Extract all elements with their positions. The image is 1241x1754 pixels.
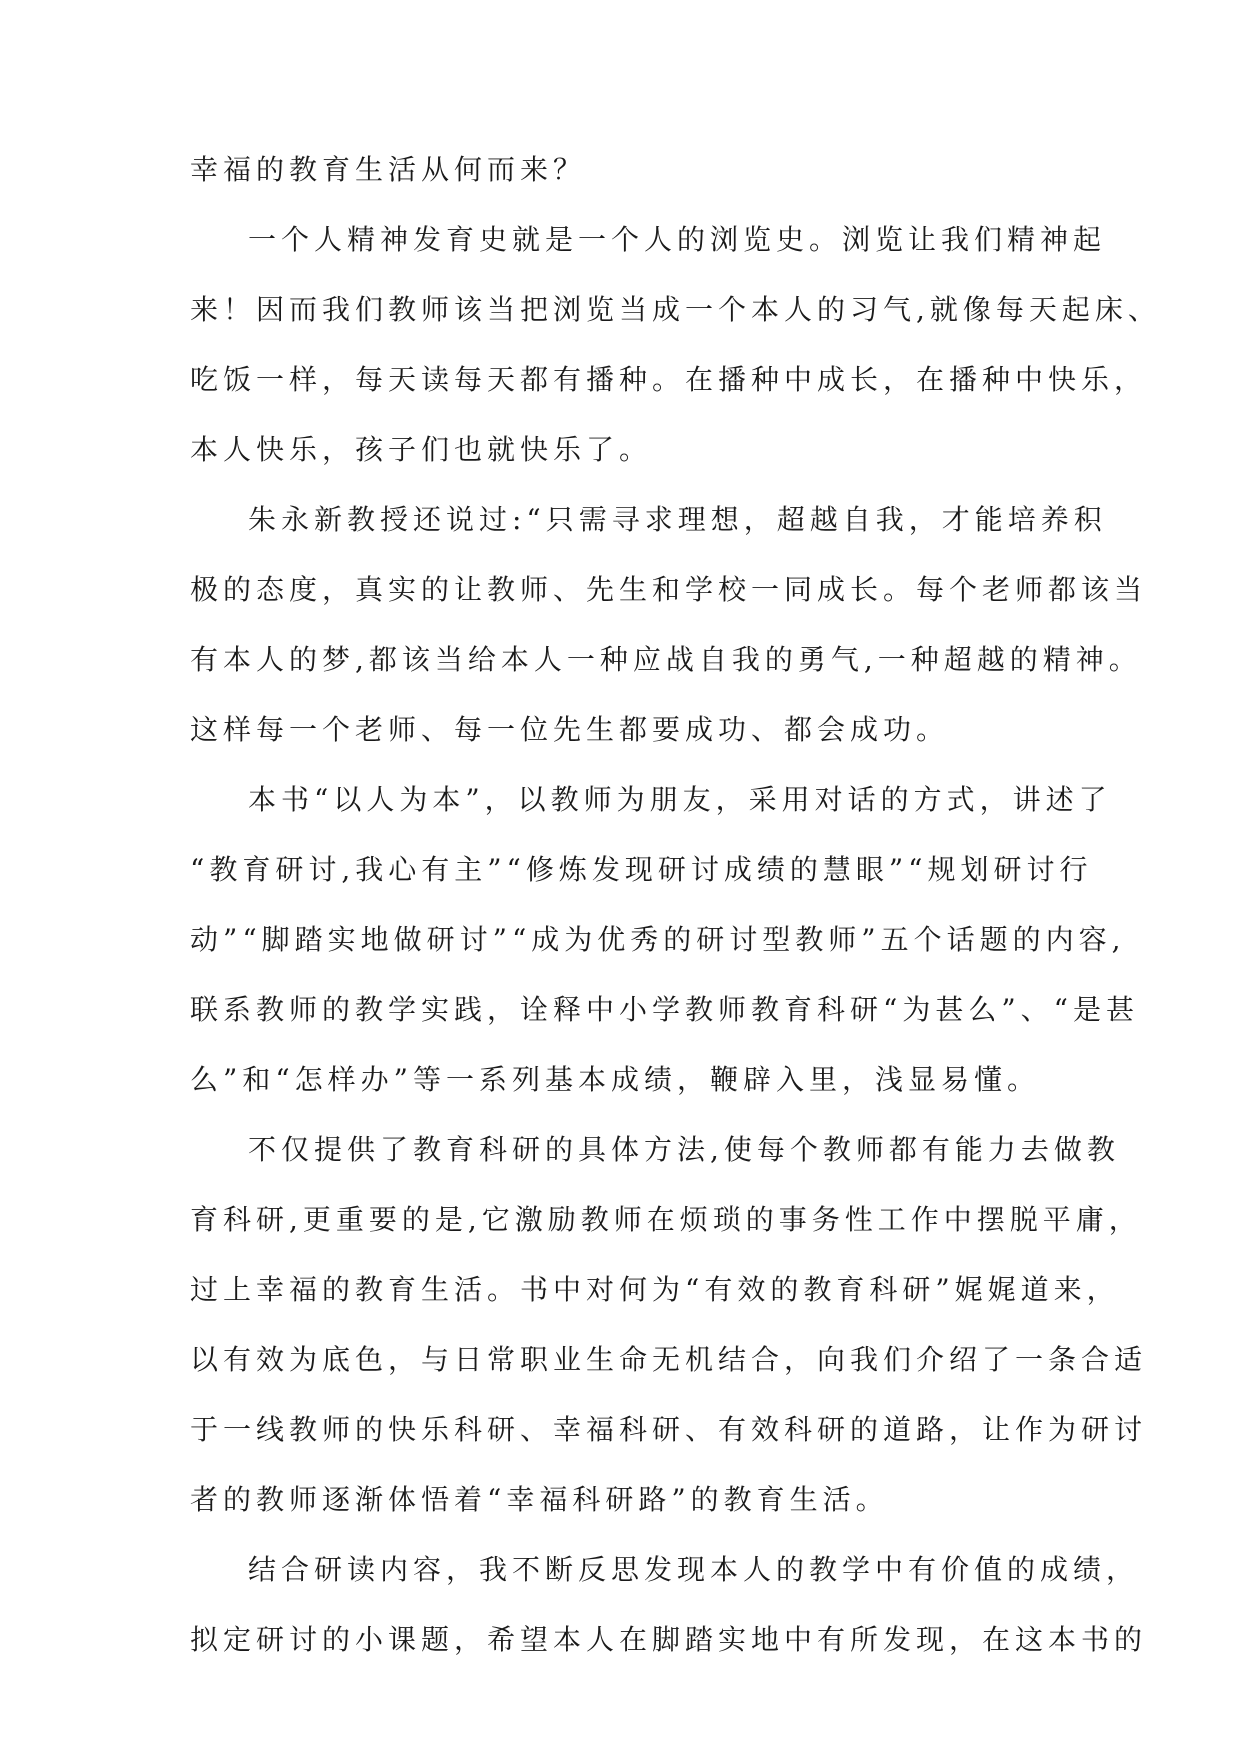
paragraph-2-line-3: 吃饭一样，每天读每天都有播种。在播种中成长，在播种中快乐， bbox=[190, 363, 1148, 396]
paragraph-5-line-3: 过上幸福的教育生活。书中对何为“有效的教育科研”娓娓道来， bbox=[190, 1273, 1120, 1306]
paragraph-5-line-1: 不仅提供了教育科研的具体方法,使每个教师都有能力去做教 bbox=[248, 1133, 1120, 1166]
paragraph-2-line-1: 一个人精神发育史就是一个人的浏览史。浏览让我们精神起 bbox=[248, 223, 1107, 256]
body-text bbox=[190, 152, 1161, 1692]
paragraph-4-line-3: 动”“脚踏实地做研讨”“成为优秀的研讨型教师”五个话题的内容, bbox=[190, 923, 1126, 956]
paragraph-3-line-4: 这样每一个老师、每一位先生都要成功、都会成功。 bbox=[190, 713, 950, 746]
paragraph-6-line-1: 结合研读内容，我不断反思发现本人的教学中有价值的成绩， bbox=[248, 1553, 1140, 1586]
paragraph-1-line-1: 幸福的教育生活从何而来？ bbox=[190, 153, 587, 186]
paragraph-3-line-1: 朱永新教授还说过:“只需寻求理想，超越自我，才能培养积 bbox=[248, 503, 1107, 536]
paragraph-6-line-2: 拟定研讨的小课题，希望本人在脚踏实地中有所发现，在这本书的 bbox=[190, 1623, 1148, 1656]
paragraph-4-line-5: 么”和“怎样办”等一系列基本成绩，鞭辟入里，浅显易懂。 bbox=[190, 1063, 1040, 1096]
paragraph-5-line-6: 者的教师逐渐体悟着“幸福科研路”的教育生活。 bbox=[190, 1483, 889, 1516]
paragraph-2-line-2: 来！因而我们教师该当把浏览当成一个本人的习气,就像每天起床、 bbox=[190, 293, 1161, 326]
paragraph-5-line-4: 以有效为底色，与日常职业生命无机结合，向我们介绍了一条合适 bbox=[190, 1343, 1148, 1376]
paragraph-3-line-2: 极的态度，真实的让教师、先生和学校一同成长。每个老师都该当 bbox=[190, 573, 1148, 606]
paragraph-5-line-2: 育科研,更重要的是,它激励教师在烦琐的事务性工作中摆脱平庸， bbox=[190, 1203, 1142, 1236]
paragraph-2-line-4: 本人快乐，孩子们也就快乐了。 bbox=[190, 433, 653, 466]
paragraph-5-line-5: 于一线教师的快乐科研、幸福科研、有效科研的道路，让作为研讨 bbox=[190, 1413, 1148, 1446]
paragraph-4-line-1: 本书“以人为本”，以教师为朋友，采用对话的方式，讲述了 bbox=[248, 783, 1112, 816]
paragraph-3-line-3: 有本人的梦,都该当给本人一种应战自我的勇气,一种超越的精神。 bbox=[190, 643, 1142, 676]
paragraph-4-line-2: “教育研讨,我心有主”“修炼发现研讨成绩的慧眼”“规划研讨行 bbox=[190, 853, 1093, 886]
paragraph-4-line-4: 联系教师的教学实践，诠释中小学教师教育科研“为甚么”、“是甚 bbox=[190, 993, 1139, 1026]
